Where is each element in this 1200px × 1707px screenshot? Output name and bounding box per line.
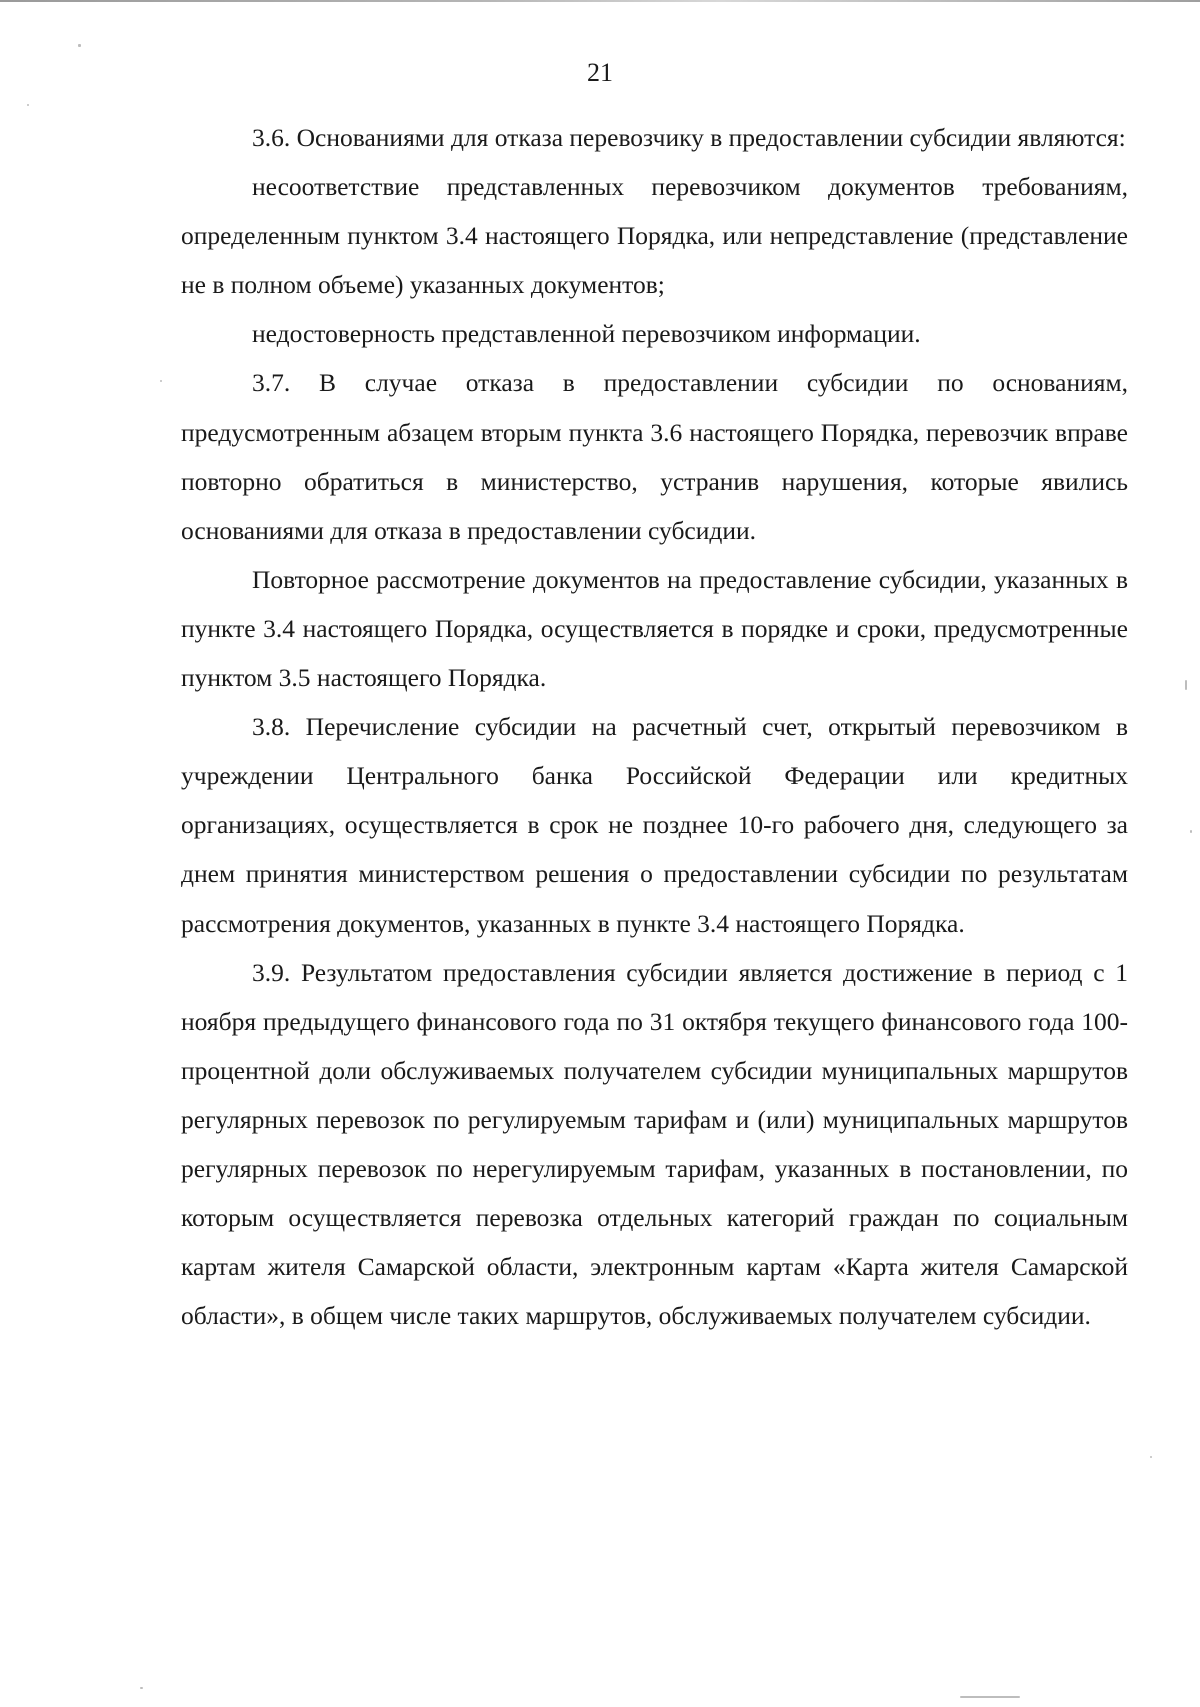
scan-speck: [160, 380, 162, 382]
paragraph: 3.6. Основаниями для отказа перевозчику в предоставлении субсидии являются:: [252, 123, 1126, 152]
scan-speck: [1150, 1456, 1152, 1458]
paragraph: 3.9. Результатом предоставления субсидии является достижение в период с 1 ноября предыдущего финансового года по 31 октября текущего финансового года 100-процентной доли обслуживаемых получателем субсидии муниципальных маршрутов регулярных перевозок по регулируемым тарифам и (или) муниципальных маршрутов регулярных перевозок по нерегулируемым тарифам, указанных в постановлении, по которым осуществляется перевозка отдельных категорий граждан по социальным картам жителя Самарской области, электронным картам «Карта жителя Самарской области», в общем числе таких маршрутов, обслуживаемых получателем субсидии.: [181, 957, 1128, 1331]
scan-speck: [1185, 680, 1187, 690]
paragraph: 3.7. В случае отказа в предоставлении субсидии по основаниям, предусмотренным абзацем вторым пункта 3.6 настоящего Порядка, перевозчик вправе повторно обратиться в министерство, устранив нарушения, которые явились основаниями для отказа в предоставлении субсидии.: [181, 368, 1128, 545]
scan-speck: [960, 1696, 1020, 1698]
scan-speck: [140, 1687, 143, 1689]
document-body: [181, 113, 1128, 1340]
paragraph: 3.8. Перечисление субсидии на расчетный счет, открытый перевозчиком в учреждении Центрального банка Российской Федерации или кредитных организациях, осуществляется в срок не позднее 10-го рабочего дня, следующего за днем принятия министерством решения о предоставлении субсидии по результатам рассмотрения документов, указанных в пункте 3.4 настоящего Порядка.: [181, 712, 1128, 938]
paragraph: несоответствие представленных перевозчиком документов требованиям, определенным пунктом 3.4 настоящего Порядка, или непредставление (представление не в полном объеме) указанных документов;: [181, 172, 1128, 300]
page-number: 21: [587, 58, 613, 87]
paragraph: Повторное рассмотрение документов на предоставление субсидии, указанных в пункте 3.4 настоящего Порядка, осуществляется в порядке и сроки, предусмотренные пунктом 3.5 настоящего Порядка.: [181, 564, 1128, 693]
scan-speck: [27, 104, 29, 106]
scan-edge-line: [0, 0, 1200, 2]
paragraph: недостоверность представленной перевозчиком информации.: [252, 319, 921, 349]
scan-speck: [78, 44, 81, 47]
scan-speck: [1190, 830, 1192, 833]
